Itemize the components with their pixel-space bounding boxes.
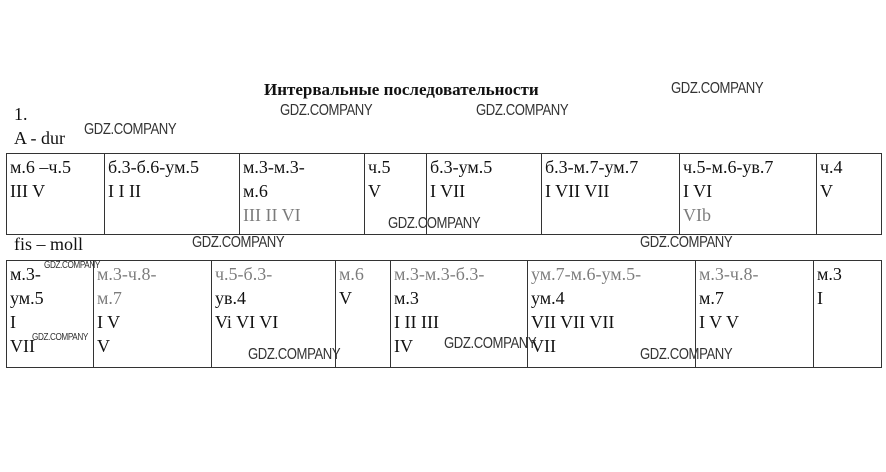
watermark: GDZ.COMPANY — [84, 121, 177, 138]
table-cell: м.3-м.3-б.3- м.3 I II III IV — [391, 261, 528, 368]
watermark: GDZ.COMPANY — [640, 346, 733, 363]
watermark: GDZ.COMPANY — [32, 332, 88, 343]
watermark: GDZ.COMPANY — [640, 234, 733, 251]
watermark: GDZ.COMPANY — [192, 234, 285, 251]
table-cell: м.3-м.3- м.6 III II VI — [240, 154, 365, 235]
watermark: GDZ.COMPANY — [248, 346, 341, 363]
table-cell: м.6 –ч.5 III V — [7, 154, 105, 235]
watermark: GDZ.COMPANY — [476, 102, 569, 119]
table-cell: ч.5-м.6-ув.7 I VI VIb — [680, 154, 817, 235]
table-cell: б.3-б.6-ум.5 I I II — [105, 154, 240, 235]
page-title: Интервальные последовательности — [264, 80, 539, 99]
table-cell: ч.4 V — [817, 154, 882, 235]
section-number: 1. — [14, 104, 28, 124]
table-cell: ум.7-м.6-ум.5- ум.4 VII VII VII VII — [528, 261, 696, 368]
watermark: GDZ.COMPANY — [44, 260, 100, 271]
table-cell: м.3-ч.8- м.7 I V V — [94, 261, 212, 368]
table-cell: б.3-м.7-ум.7 I VII VII — [542, 154, 680, 235]
watermark: GDZ.COMPANY — [388, 215, 481, 232]
table-cell: б.3-ум.5 I VII — [427, 154, 542, 235]
table-cell: м.6 V — [336, 261, 391, 368]
table-cell: м.3- ум.5 I VII — [7, 261, 94, 368]
watermark: GDZ.COMPANY — [280, 102, 373, 119]
table-cell: ч.5 V — [365, 154, 427, 235]
table-cell: м.3 I — [814, 261, 882, 368]
table-cell: ч.5-б.3- ув.4 Vi VI VI — [212, 261, 336, 368]
watermark: GDZ.COMPANY — [671, 80, 764, 97]
watermark: GDZ.COMPANY — [444, 335, 537, 352]
key-fis-moll-label: fis – moll — [14, 234, 84, 254]
key-a-dur-label: A - dur — [14, 128, 65, 148]
table-cell: м.3-ч.8- м.7 I V V — [696, 261, 814, 368]
